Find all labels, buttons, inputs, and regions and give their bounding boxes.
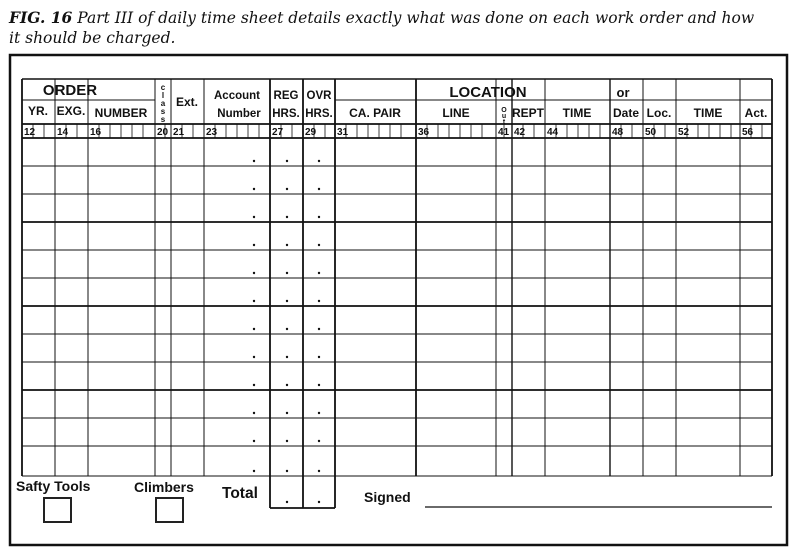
decimal-dot	[318, 300, 320, 302]
column-code-act: 56	[742, 127, 754, 138]
decimal-dot	[286, 440, 288, 442]
decimal-dot	[253, 244, 255, 246]
column-code-rept: 42	[514, 127, 526, 138]
climbers-checkbox[interactable]	[155, 497, 184, 523]
column-code-ext: 21	[173, 127, 185, 138]
total-label: Total	[222, 485, 258, 502]
decimal-dot	[253, 328, 255, 330]
decimal-dot	[286, 272, 288, 274]
decimal-dot	[253, 216, 255, 218]
location-header: LOCATION	[449, 84, 527, 101]
class-header-letter: l	[161, 91, 165, 100]
column-header-line: LINE	[442, 106, 470, 120]
decimal-dot	[286, 384, 288, 386]
column-header-reg-line2: HRS.	[272, 108, 300, 120]
column-header-loc: Loc.	[646, 106, 672, 120]
class-header-letter: s	[160, 115, 166, 124]
column-code-loc: 50	[645, 127, 657, 138]
column-header-rept: REPT	[511, 106, 545, 120]
decimal-dot	[318, 328, 320, 330]
decimal-dot	[253, 272, 255, 274]
column-code-out: 41	[498, 127, 510, 138]
column-header-account: Account	[214, 90, 260, 102]
decimal-dot	[253, 160, 255, 162]
column-code-date: 48	[612, 127, 624, 138]
decimal-dot	[318, 188, 320, 190]
column-header-reg: REG	[273, 90, 299, 102]
decimal-dot	[253, 356, 255, 358]
column-header-number: NUMBER	[94, 106, 148, 120]
order-header: ORDER	[42, 82, 98, 99]
decimal-dot	[286, 188, 288, 190]
decimal-dot	[318, 356, 320, 358]
column-header-ovr-line2: HRS.	[305, 108, 333, 120]
decimal-dot	[253, 384, 255, 386]
or-header: or	[616, 85, 630, 100]
decimal-dot	[318, 160, 320, 162]
column-code-time1: 44	[547, 127, 559, 138]
decimal-dot	[286, 244, 288, 246]
out-header-letter: t	[502, 119, 506, 126]
decimal-dot	[318, 272, 320, 274]
decimal-dot	[253, 470, 255, 472]
decimal-dot	[253, 412, 255, 414]
column-header-ext: Ext.	[175, 95, 199, 109]
outer-frame	[10, 55, 787, 545]
out-header-letter: u	[501, 113, 507, 120]
column-header-exg: EXG.	[56, 104, 86, 118]
column-header-yr: YR.	[27, 104, 49, 118]
column-code-yr: 12	[24, 127, 36, 138]
column-code-capair: 31	[337, 127, 349, 138]
column-header-time1: TIME	[562, 106, 592, 120]
decimal-dot	[286, 300, 288, 302]
class-header-letter: a	[160, 99, 166, 108]
decimal-dot	[253, 188, 255, 190]
decimal-dot	[318, 384, 320, 386]
column-header-account-line2: Number	[217, 108, 261, 120]
decimal-dot	[318, 244, 320, 246]
column-code-account: 23	[206, 127, 218, 138]
climbers-label: Climbers	[134, 479, 194, 495]
column-code-exg: 14	[57, 127, 69, 138]
signed-label: Signed	[364, 489, 411, 505]
figure-caption-text: Part III of daily time sheet details exactly what was done on each work order and how it should be charged.	[9, 9, 755, 47]
decimal-dot	[286, 501, 288, 503]
class-header-letter: s	[160, 107, 166, 116]
safety-tools-checkbox[interactable]	[43, 497, 72, 523]
safety-tools-label: Safty Tools	[16, 478, 91, 494]
column-header-ovr: OVR	[306, 90, 332, 102]
column-code-ovr: 29	[305, 127, 317, 138]
column-code-reg: 27	[272, 127, 284, 138]
decimal-dot	[286, 470, 288, 472]
column-header-act: Act.	[744, 106, 768, 120]
column-header-date: Date	[612, 106, 640, 120]
decimal-dot	[286, 356, 288, 358]
column-code-class: 20	[157, 127, 169, 138]
decimal-dot	[318, 216, 320, 218]
decimal-dot	[253, 440, 255, 442]
decimal-dot	[286, 328, 288, 330]
decimal-dot	[318, 412, 320, 414]
figure-label: FIG. 16	[9, 8, 73, 27]
decimal-dot	[318, 501, 320, 503]
decimal-dot	[286, 412, 288, 414]
column-code-number: 16	[90, 127, 102, 138]
decimal-dot	[318, 440, 320, 442]
column-header-capair: CA. PAIR	[349, 106, 401, 120]
decimal-dot	[286, 160, 288, 162]
out-header-letter: O	[501, 107, 507, 114]
class-header-letter: c	[160, 83, 166, 92]
column-header-time2: TIME	[693, 106, 723, 120]
column-code-time2: 52	[678, 127, 690, 138]
column-code-line: 36	[418, 127, 430, 138]
decimal-dot	[318, 470, 320, 472]
decimal-dot	[253, 300, 255, 302]
decimal-dot	[286, 216, 288, 218]
